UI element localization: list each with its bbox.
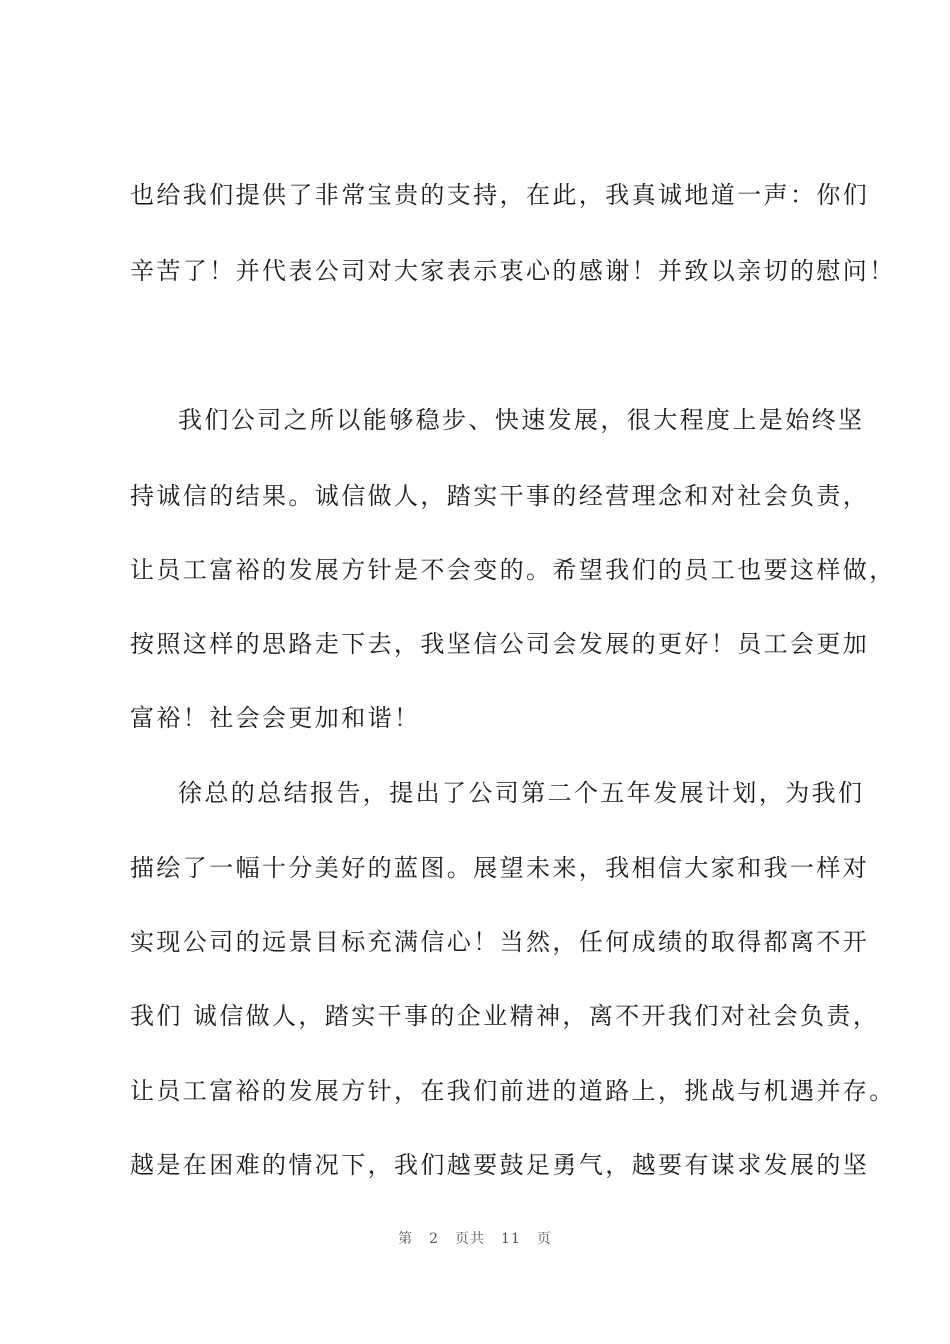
footer-label-end: 页 [536,1231,552,1247]
footer-total-pages: 11 [501,1231,521,1247]
paragraph-line: 徐总的总结报告，提出了公司第二个五年发展计划，为我们 [178,779,865,807]
paragraph-line: 让员工富裕的发展方针是不会变的。希望我们的员工也要这样做， [130,556,896,584]
paragraph-line: 持诚信的结果。诚信做人，踏实干事的经营理念和对社会负责， [130,482,870,510]
footer-label-total: 页共 [455,1231,486,1247]
paragraph-line: 让员工富裕的发展方针，在我们前进的道路上，挑战与机遇并存。 [130,1077,896,1105]
paragraph-line: 越是在困难的情况下，我们越要鼓足勇气，越要有谋求发展的坚 [130,1151,870,1179]
footer-current-page: 2 [429,1231,440,1247]
paragraph-line: 我们 诚信做人，踏实干事的企业精神，离不开我们对社会负责， [130,1002,880,1030]
paragraph-line: 描绘了一幅十分美好的蓝图。展望未来，我相信大家和我一样对 [130,854,870,882]
page-footer [0,1228,950,1248]
paragraph-line: 富裕！社会会更加和谐！ [130,704,421,732]
paragraph-line: 辛苦了！并代表公司对大家表示衷心的感谢！并致以亲切的慰问！ [130,257,896,285]
footer-label-page: 第 [398,1231,414,1247]
paragraph-line: 也给我们提供了非常宝贵的支持，在此，我真诚地道一声：你们 [130,181,870,209]
paragraph-line: 我们公司之所以能够稳步、快速发展，很大程度上是始终坚 [178,406,865,434]
paragraph-line: 实现公司的远景目标充满信心！当然，任何成绩的取得都离不开 [130,928,870,956]
paragraph-line: 按照这样的思路走下去，我坚信公司会发展的更好！员工会更加 [130,630,870,658]
